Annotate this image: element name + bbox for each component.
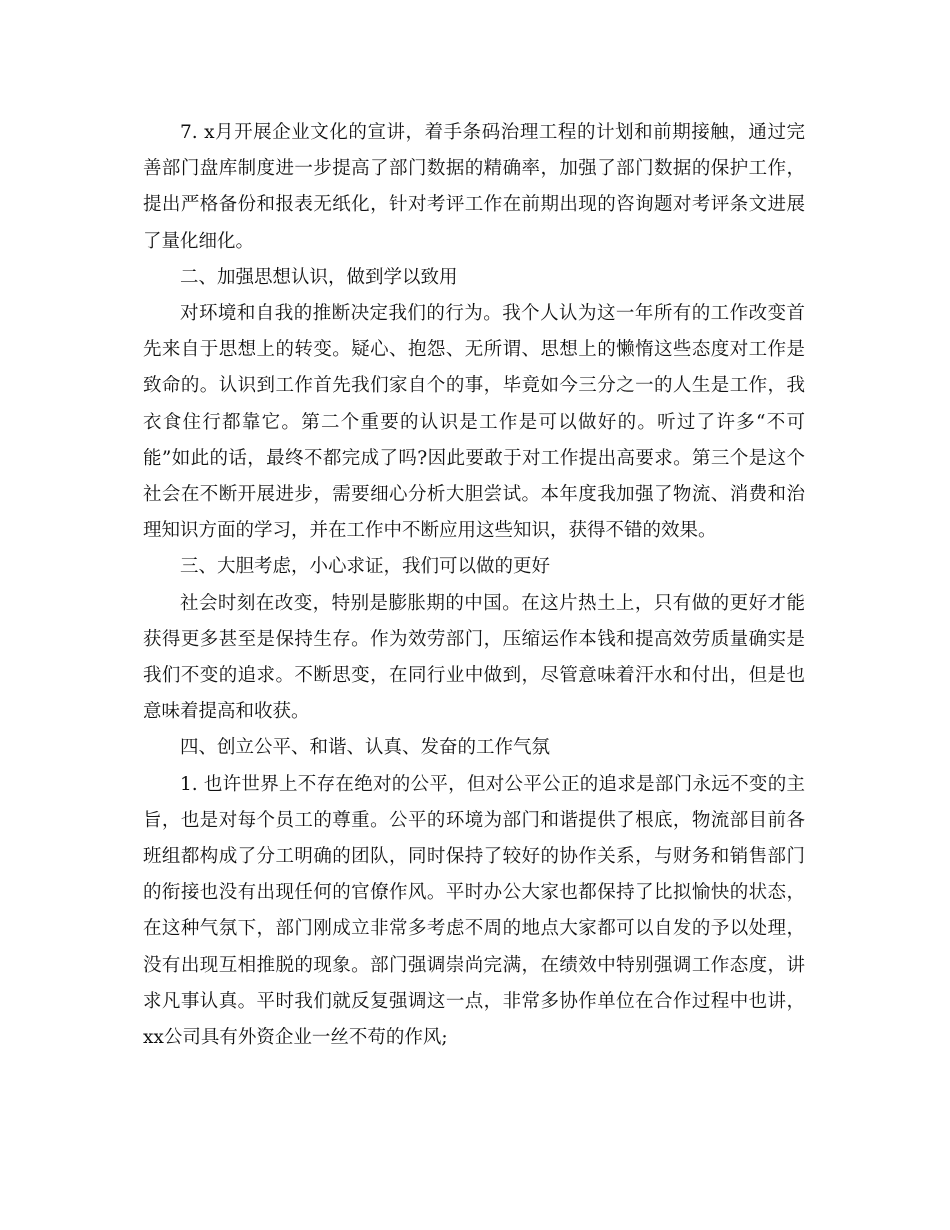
paragraph-item-7: 7. x月开展企业文化的宣讲，着手条码治理工程的计划和前期接触，通过完善部门盘库制度进一步提高了部门数据的精确率，加强了部门数据的保护工作，提出严格备份和报表无纸化，针对考评工作在前期出现的咨询题对考评条文进展了量化细化。 [143, 122, 805, 252]
document-body [143, 115, 805, 1056]
paragraph-thinking: 对环境和自我的推断决定我们的行为。我个人认为这一年所有的工作改变首先来自于思想上的转变。疑心、抱怨、无所谓、思想上的懒惰这些态度对工作是致命的。认识到工作首先我们家自个的事，毕竟如今三分之一的人生是工作，我衣食住行都靠它。第二个重要的认识是工作是可以做好的。听过了许多“不可能”如此的话，最终不都完成了吗?因此要敢于对工作提出高要求。第三个是这个社会在不断开展进步，需要细心分析大胆尝试。本年度我加强了物流、消费和治理知识方面的学习，并在工作中不断应用这些知识，获得不错的效果。 [143, 303, 805, 542]
section-heading-3: 三、大胆考虑，小心求证，我们可以做的更好 [180, 556, 551, 578]
paragraph-society: 社会时刻在改变，特别是膨胀期的中国。在这片热土上，只有做的更好才能获得更多甚至是保持生存。作为效劳部门，压缩运作本钱和提高效劳质量确实是我们不变的追求。不断思变，在同行业中做到，尽管意味着汗水和付出，但是也意味着提高和收获。 [143, 592, 805, 723]
section-heading-2: 二、加强思想认识，做到学以致用 [180, 266, 458, 288]
section-heading-4: 四、创立公平、和谐、认真、发奋的工作气氛 [180, 737, 551, 759]
paragraph-item-1: 1. 也许世界上不存在绝对的公平，但对公平公正的追求是部门永远不变的主旨，也是对每个员工的尊重。公平的环境为部门和谐提供了根底，物流部目前各班组都构成了分工明确的团队，同时保持了较好的协作关系，与财务和销售部门的衔接也没有出现任何的官僚作风。平时办公大家也都保持了比拟愉快的状态，在这种气氛下，部门刚成立非常多考虑不周的地点大家都可以自发的予以处理，没有出现互相推脱的现象。部门强调崇尚完满，在绩效中特别强调工作态度，讲求凡事认真。平时我们就反复强调这一点，非常多协作单位在合作过程中也讲，xx公司具有外资企业一丝不苟的作风; [143, 773, 805, 1049]
